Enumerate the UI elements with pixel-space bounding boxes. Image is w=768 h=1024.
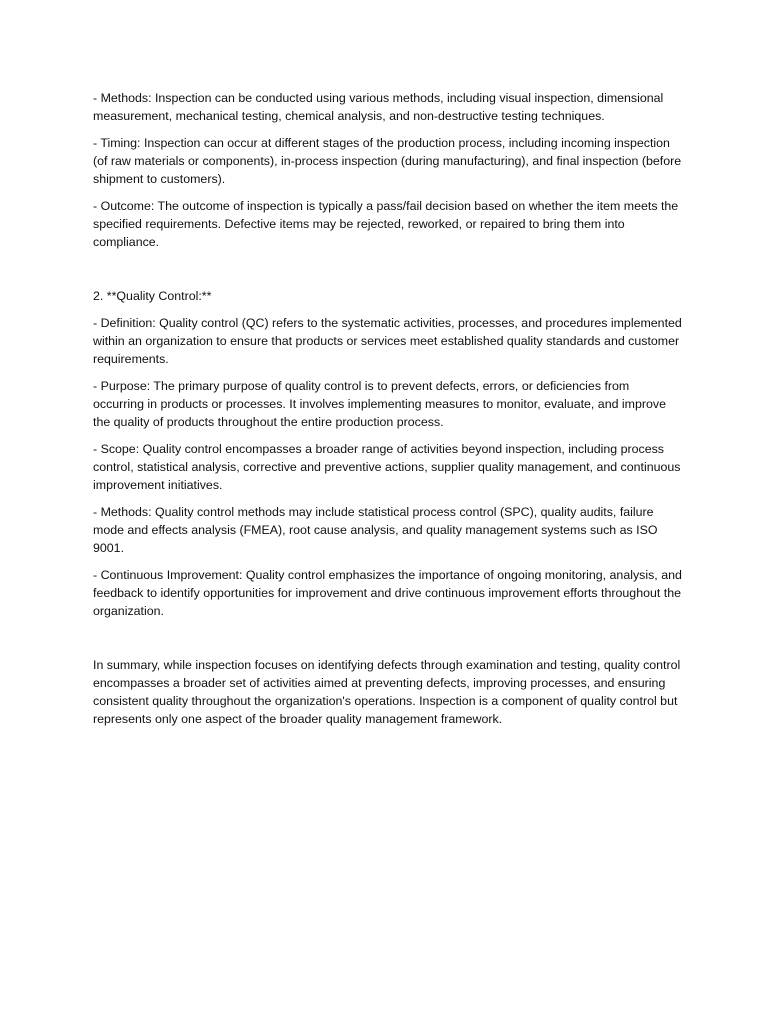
qc-methods-paragraph: - Methods: Quality control methods may include statistical process control (SPC), quality audits, failure mode and effects analysis (FMEA), root cause analysis, and quality management systems such as ISO 9001. xyxy=(93,505,658,555)
qc-purpose-paragraph: - Purpose: The primary purpose of quality control is to prevent defects, errors, or deficiencies from occurring in products or processes. It involves implementing measures to monitor, evaluate, and improve the quality of products throughout the entire production process. xyxy=(93,379,666,429)
inspection-methods-paragraph: - Methods: Inspection can be conducted using various methods, including visual inspection, dimensional measurement, mechanical testing, chemical analysis, and non-destructive testing techniques. xyxy=(93,91,664,123)
qc-continuous-improvement-paragraph: - Continuous Improvement: Quality control emphasizes the importance of ongoing monitoring, analysis, and feedback to identify opportunities for improvement and drive continuous improvement efforts throughout the organization. xyxy=(93,568,682,618)
inspection-outcome-paragraph: - Outcome: The outcome of inspection is typically a pass/fail decision based on whether the item meets the specified requirements. Defective items may be rejected, reworked, or repaired to bring them into compliance. xyxy=(93,199,679,249)
section-spacer xyxy=(93,629,683,656)
summary-paragraph: In summary, while inspection focuses on identifying defects through examination and testing, quality control encompasses a broader set of activities aimed at preventing defects, improving processes, and ensuring consistent quality throughout the organization's operations. Inspection is a component of quality control but represents only one aspect of the broader quality management framework. xyxy=(93,658,681,726)
quality-control-heading: 2. **Quality Control:** xyxy=(93,289,212,303)
qc-definition-paragraph: - Definition: Quality control (QC) refers to the systematic activities, processes, and procedures implemented within an organization to ensure that products or services meet established quality standards and customer requirements. xyxy=(93,316,682,366)
document-body xyxy=(93,89,683,737)
section-spacer xyxy=(93,260,683,287)
inspection-timing-paragraph: - Timing: Inspection can occur at different stages of the production process, including incoming inspection (of raw materials or components), in-process inspection (during manufacturing), and final inspection (before shipment to customers). xyxy=(93,136,682,186)
qc-scope-paragraph: - Scope: Quality control encompasses a broader range of activities beyond inspection, including process control, statistical analysis, corrective and preventive actions, supplier quality management, and continuous improvement initiatives. xyxy=(93,442,681,492)
